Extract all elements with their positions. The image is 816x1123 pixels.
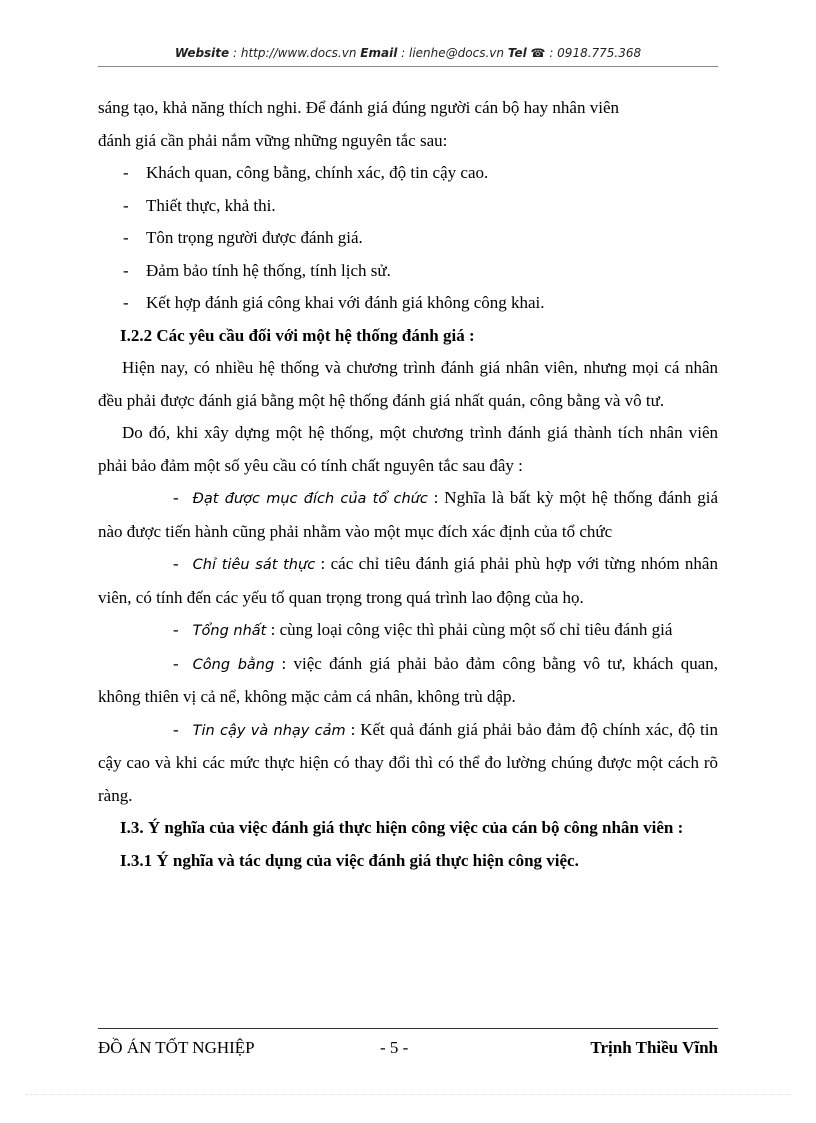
requirement-term: Đạt được mục đích của tổ chức (192, 491, 428, 507)
principle-item: - Khách quan, công bằng, chính xác, độ tin cậy cao. (123, 163, 489, 182)
requirement-term: Tổng nhất (192, 623, 267, 639)
requirement-item: - Công bằng : việc đánh giá phải bảo đảm công bằng vô tư, khách quan, không thiên vị cả nể, không mặc cảm cá nhân, không trù dập. (98, 653, 719, 706)
intro-line-1: sáng tạo, khả năng thích nghi. Để đánh giá đúng người cán bộ hay nhân viên (98, 98, 619, 117)
paragraph-1: Hiện nay, có nhiều hệ thống và chương trình đánh giá nhân viên, nhưng mọi cá nhân đều phải được đánh giá bằng một hệ thống đánh giá nhất quán, công bằng và vô tư. (98, 358, 718, 410)
principle-text: Kết hợp đánh giá công khai với đánh giá không công khai. (146, 293, 545, 312)
principle-text: Khách quan, công bằng, chính xác, độ tin cậy cao. (146, 163, 489, 182)
page-number: - 5 - (380, 1038, 409, 1057)
website-label: Website (174, 46, 230, 60)
footer-author: Trịnh Thiều Vĩnh (590, 1038, 718, 1057)
tel-value: : 0918.775.368 (549, 46, 642, 60)
tel-label: Tel (507, 46, 527, 60)
document-body (98, 92, 718, 877)
requirement-item: - Chỉ tiêu sát thực : các chỉ tiêu đánh giá phải phù hợp với từng nhóm nhân viên, có tính đến các yếu tố quan trọng trong quá trình lao động của họ. (98, 554, 718, 607)
principle-item: - Kết hợp đánh giá công khai với đánh giá không công khai. (123, 293, 545, 312)
header-divider (98, 66, 718, 67)
requirement-item: - Tổng nhất : cùng loại công việc thì phải cùng một số chỉ tiêu đánh giá (173, 620, 673, 639)
intro-line-2: đánh giá cần phải nắm vững những nguyên tắc sau: (98, 130, 448, 150)
page-header (98, 46, 718, 60)
requirement-term: Tin cậy và nhạy cảm (192, 722, 346, 739)
section-heading-1-3: I.3. Ý nghĩa của việc đánh giá thực hiện công việc của cán bộ công nhân viên : (120, 818, 684, 837)
website-value[interactable]: : http://www.docs.vn (233, 46, 357, 60)
principle-text: Đảm bảo tính hệ thống, tính lịch sử. (146, 260, 391, 280)
section-heading-1-3-1: I.3.1 Ý nghĩa và tác dụng của việc đánh giá thực hiện công việc. (120, 850, 579, 870)
footer-title: ĐỒ ÁN TỐT NGHIỆP (98, 1038, 255, 1057)
footer-divider (98, 1028, 718, 1029)
requirement-item: - Tin cậy và nhạy cảm : Kết quả đánh giá phải bảo đảm độ chính xác, độ tin cậy cao và khi các mức thực hiện có thay đổi thì có thể đo lường chúng được một cách rõ ràng. (98, 719, 718, 805)
email-label: Email (360, 46, 398, 60)
principle-item: - Thiết thực, khả thi. (123, 195, 276, 215)
section-heading-1-2-2: I.2.2 Các yêu cầu đối với một hệ thống đánh giá : (120, 325, 475, 345)
phone-icon: ☎ (530, 46, 546, 60)
requirement-text: : việc đánh giá phải bảo đảm công bằng vô tư, khách quan, không thiên vị cả nể, không mặc cảm cá nhân, không trù dập. (98, 653, 719, 706)
requirement-text: : Kết quả đánh giá phải bảo đảm độ chính xác, độ tin cậy cao và khi các mức thực hiện có thay đổi thì có thể đo lường chúng được một cách rõ ràng. (98, 719, 718, 805)
requirement-text: : các chỉ tiêu đánh giá phải phù hợp với từng nhóm nhân viên, có tính đến các yếu tố quan trọng trong quá trình lao động của họ. (98, 554, 718, 607)
requirement-item: - Đạt được mục đích của tổ chức : Nghĩa là bất kỳ một hệ thống đánh giá nào được tiến hành cũng phải nhằm vào một mục đích xác định của tổ chức (98, 488, 718, 541)
principle-item: - Tôn trọng người được đánh giá. (123, 228, 363, 247)
requirement-text: : Nghĩa là bất kỳ một hệ thống đánh giá nào được tiến hành cũng phải nhằm vào một mục đích xác định của tổ chức (98, 488, 718, 541)
email-value[interactable]: : lienhe@docs.vn (401, 46, 504, 60)
principle-item: - Đảm bảo tính hệ thống, tính lịch sử. (123, 260, 391, 280)
principle-text: Tôn trọng người được đánh giá. (146, 228, 363, 247)
requirement-text: : cùng loại công việc thì phải cùng một số chỉ tiêu đánh giá (266, 620, 673, 639)
principle-text: Thiết thực, khả thi. (146, 195, 276, 215)
requirement-term: Chỉ tiêu sát thực (192, 557, 316, 573)
page-footer (98, 1038, 718, 1062)
requirement-term: Công bằng (192, 656, 275, 673)
paragraph-2: Do đó, khi xây dựng một hệ thống, một chương trình đánh giá thành tích nhân viên phải bảo đảm một số yêu cầu có tính chất nguyên tắc sau đây : (98, 423, 718, 475)
page-edge-divider (26, 1094, 792, 1095)
